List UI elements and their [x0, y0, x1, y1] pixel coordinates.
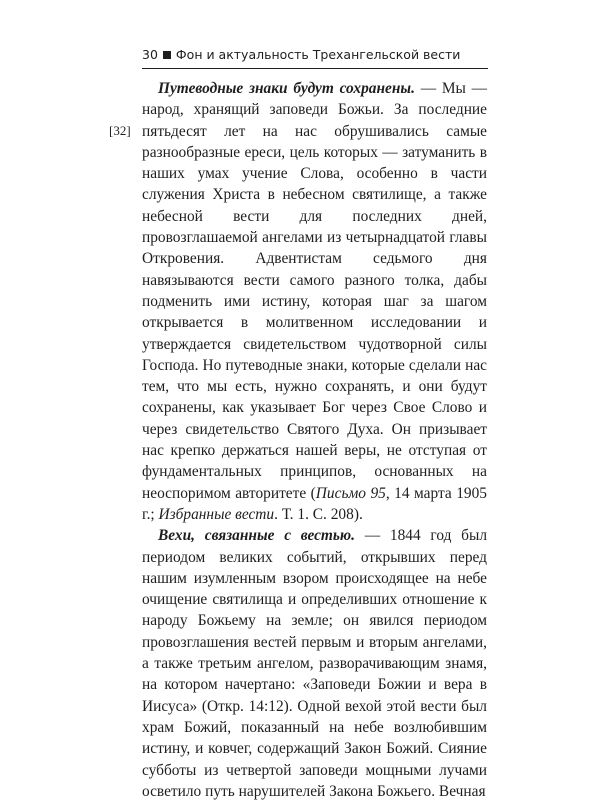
- page-number: 30: [142, 47, 158, 62]
- paragraph-heading: Путеводные знаки будут сохранены.: [158, 80, 415, 97]
- body-text: [142, 78, 487, 802]
- running-head: [142, 47, 487, 63]
- citation-title: Избранные вести: [158, 505, 275, 523]
- citation-title: Письмо 95: [315, 484, 386, 502]
- paragraph-text: — 1844 год был периодом великих событий, открывших перед нашим изумленным взором происходящее на небе очищение святилища и определивших отношение к народу Божьему на земле; он явился периодом провозглашения вестей первым и вторым ангелами, а также третьим ангелом, разворачивающим знамя, на котором начертано: «Заповеди Божии и вера в Иисуса» (Откр. 14:12). Одной вехой этой вести был храм Божий, показанный на небе возлюбившим истину, и ковчег, содержащий Закон Божий. Сияние субботы из четвертой заповеди мощными лучами осветило путь нарушителей Закона Божьего. Вечная: [142, 527, 487, 800]
- paragraph-landmarks: [142, 525, 487, 802]
- header-divider: [142, 68, 488, 69]
- paragraph-guideposts: [142, 78, 487, 525]
- running-title: Фон и актуальность Трехангельской вести: [175, 47, 461, 62]
- margin-page-reference: [32]: [109, 123, 131, 138]
- paragraph-text: , 14 марта 1905 г.;: [142, 484, 488, 523]
- paragraph-text: . Т. 1. С. 208).: [274, 505, 363, 523]
- paragraph-text: — Мы — народ, хранящий заповеди Божьи. За последние пятьдесят лет на нас обрушивались самые разнообразные ереси, цель которых — затуманить в наших умах учение Слова, особенно в части служения Христа в небесном святилище, а также небесной вести для последних дней, провозглашаемой ангелами из четырнадцатой главы Откровения. Адвентистам седьмого дня навязываются вести самого разного толка, дабы подменить ими истину, которая шаг за шагом открывается в молитвенном исследовании и утверждается свидетельством чудотворной силы Господа. Но путеводные знаки, которые сделали нас тем, что мы есть, нужно сохранять, и они будут сохранены, как указывает Бог через Свое Слово и через свидетельство Святого Духа. Он призывает нас крепко держаться нашей веры, не отступая от фундаментальных принципов, основанных на неоспоримом авторитете (: [142, 80, 487, 502]
- paragraph-heading: Вехи, связанные с вестью.: [158, 527, 356, 545]
- square-bullet-icon: [163, 51, 171, 59]
